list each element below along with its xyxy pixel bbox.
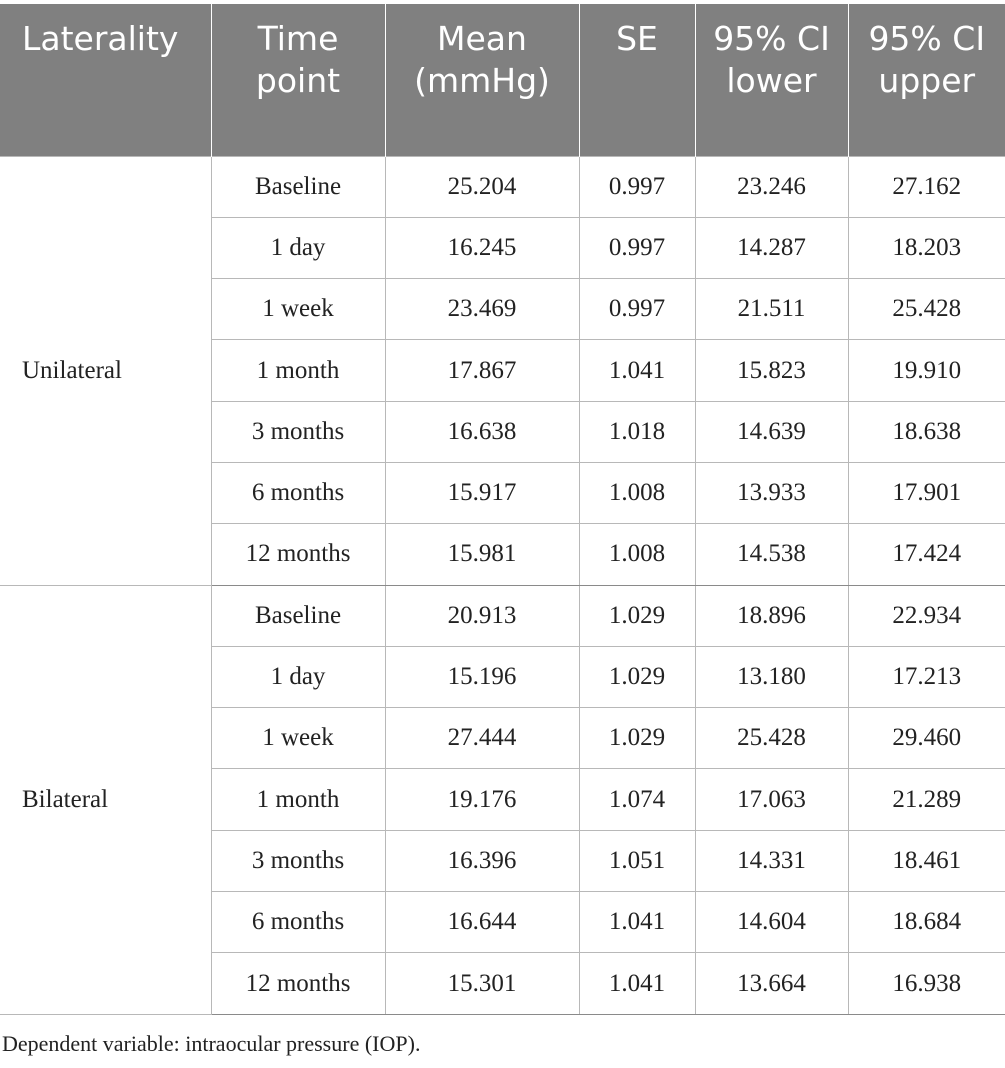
mean-cell: 15.917: [385, 462, 579, 523]
se-cell: 1.041: [579, 892, 695, 953]
ci-lower-cell: 13.933: [695, 462, 848, 523]
ci-upper-cell: 17.213: [848, 646, 1005, 707]
ci-lower-cell: 13.180: [695, 646, 848, 707]
header-se: SE: [579, 4, 695, 156]
se-cell: 1.041: [579, 340, 695, 401]
header-ci-upper: 95% CI upper: [848, 4, 1005, 156]
time-point-cell: 6 months: [211, 892, 385, 953]
ci-upper-cell: 16.938: [848, 953, 1005, 1014]
time-point-cell: 1 day: [211, 217, 385, 278]
table-body: [0, 156, 1005, 1014]
table-header: [0, 4, 1005, 156]
ci-lower-cell: 15.823: [695, 340, 848, 401]
ci-upper-cell: 18.203: [848, 217, 1005, 278]
mean-cell: 15.981: [385, 524, 579, 585]
mean-cell: 16.644: [385, 892, 579, 953]
ci-lower-cell: 14.538: [695, 524, 848, 585]
ci-upper-cell: 18.638: [848, 401, 1005, 462]
mean-cell: 23.469: [385, 279, 579, 340]
time-point-cell: 1 day: [211, 646, 385, 707]
ci-lower-cell: 14.639: [695, 401, 848, 462]
ci-lower-cell: 14.604: [695, 892, 848, 953]
header-time-point: Time point: [211, 4, 385, 156]
ci-upper-cell: 27.162: [848, 156, 1005, 217]
se-cell: 1.029: [579, 585, 695, 646]
ci-upper-cell: 19.910: [848, 340, 1005, 401]
se-cell: 1.074: [579, 769, 695, 830]
time-point-cell: 1 month: [211, 769, 385, 830]
se-cell: 1.041: [579, 953, 695, 1014]
ci-upper-cell: 18.461: [848, 830, 1005, 891]
mean-cell: 15.196: [385, 646, 579, 707]
mean-cell: 25.204: [385, 156, 579, 217]
ci-lower-cell: 23.246: [695, 156, 848, 217]
se-cell: 0.997: [579, 156, 695, 217]
se-cell: 1.029: [579, 646, 695, 707]
ci-upper-cell: 18.684: [848, 892, 1005, 953]
se-cell: 1.008: [579, 524, 695, 585]
table-row: [0, 156, 1005, 217]
time-point-cell: 3 months: [211, 830, 385, 891]
ci-lower-cell: 14.287: [695, 217, 848, 278]
ci-upper-cell: 17.901: [848, 462, 1005, 523]
ci-upper-cell: 25.428: [848, 279, 1005, 340]
ci-upper-cell: 29.460: [848, 708, 1005, 769]
se-cell: 1.051: [579, 830, 695, 891]
ci-lower-cell: 18.896: [695, 585, 848, 646]
header-ci-lower: 95% CI lower: [695, 4, 848, 156]
time-point-cell: Baseline: [211, 156, 385, 217]
mean-cell: 19.176: [385, 769, 579, 830]
se-cell: 0.997: [579, 279, 695, 340]
table-row: [0, 585, 1005, 646]
time-point-cell: 12 months: [211, 524, 385, 585]
ci-upper-cell: 21.289: [848, 769, 1005, 830]
time-point-cell: 1 month: [211, 340, 385, 401]
se-cell: 1.018: [579, 401, 695, 462]
time-point-cell: 3 months: [211, 401, 385, 462]
laterality-cell: Unilateral: [0, 156, 211, 585]
laterality-cell: Bilateral: [0, 585, 211, 1014]
ci-lower-cell: 17.063: [695, 769, 848, 830]
header-laterality: Laterality: [0, 4, 211, 156]
time-point-cell: 1 week: [211, 708, 385, 769]
ci-upper-cell: 17.424: [848, 524, 1005, 585]
ci-upper-cell: 22.934: [848, 585, 1005, 646]
ci-lower-cell: 25.428: [695, 708, 848, 769]
mean-cell: 27.444: [385, 708, 579, 769]
ci-lower-cell: 14.331: [695, 830, 848, 891]
ci-lower-cell: 13.664: [695, 953, 848, 1014]
se-cell: 1.029: [579, 708, 695, 769]
se-cell: 0.997: [579, 217, 695, 278]
time-point-cell: 1 week: [211, 279, 385, 340]
results-table: [0, 4, 1005, 1015]
time-point-cell: Baseline: [211, 585, 385, 646]
time-point-cell: 12 months: [211, 953, 385, 1014]
ci-lower-cell: 21.511: [695, 279, 848, 340]
mean-cell: 16.245: [385, 217, 579, 278]
mean-cell: 16.396: [385, 830, 579, 891]
header-mean: Mean (mmHg): [385, 4, 579, 156]
se-cell: 1.008: [579, 462, 695, 523]
mean-cell: 15.301: [385, 953, 579, 1014]
table-footnote: Dependent variable: intraocular pressure (IOP).: [2, 1031, 421, 1056]
time-point-cell: 6 months: [211, 462, 385, 523]
header-row: [0, 4, 1005, 156]
mean-cell: 16.638: [385, 401, 579, 462]
mean-cell: 20.913: [385, 585, 579, 646]
mean-cell: 17.867: [385, 340, 579, 401]
